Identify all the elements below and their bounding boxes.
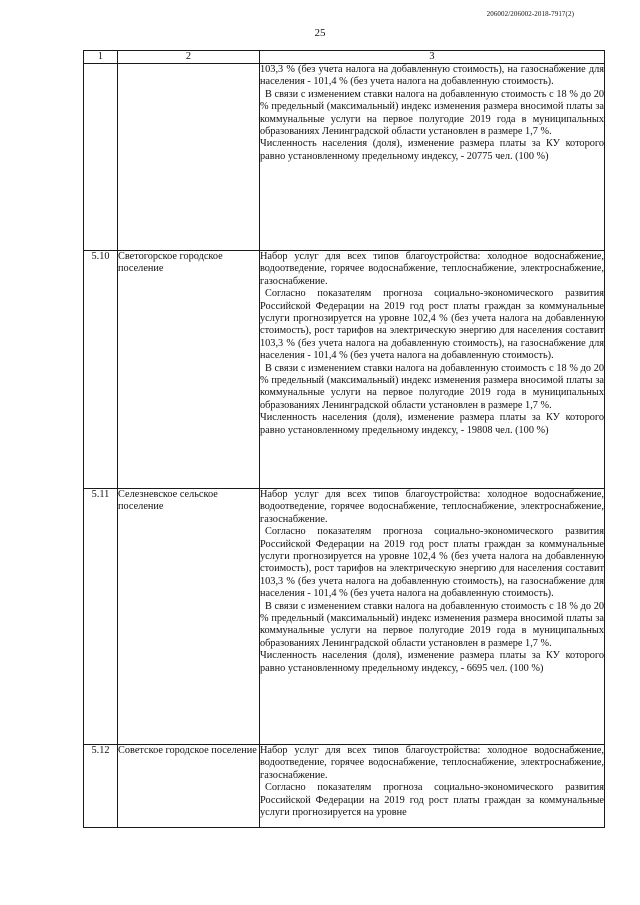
description-cell [260,251,605,489]
paragraph-forecast: Согласно показателям прогноза социально-экономического развития Российской Федерации на 2019 год рост платы граждан за коммунальные услуги прогнозируется на уровне 102,4 % (без учета налога на добавленную стоимость), рост тарифов на электрическую энергию для населения составит 103,3 % (без учета налога на добавленную стоимость), на газоснабжение для населения - 101,4 % (без учета налога на добавленную стоимость). [260,288,604,362]
paragraph-vat-change: В связи с изменением ставки налога на добавленную стоимость с 18 % до 20 % предельный (максимальный) индекс изменения размера вносимой платы за коммунальные услуги на первое полугодие 2019 года в муниципальных образованиях Ленинградской области установлен в размере 1,7 %. [260,88,604,138]
paragraph-services-set: Набор услуг для всех типов благоустройства: холодное водоснабжение, водоотведение, горячее водоснабжение, теплоснабжение, электроснабжение, газоснабжение. [260,489,604,525]
row-number [84,64,118,251]
paragraph-vat-change: В связи с изменением ставки налога на добавленную стоимость с 18 % до 20 % предельный (максимальный) индекс изменения размера вносимой платы за коммунальные услуги на первое полугодие 2019 года в муниципальных образованиях Ленинградской области установлен в размере 1,7 %. [260,362,604,411]
description-cell [260,489,605,745]
paragraph-services-set: Набор услуг для всех типов благоустройства: холодное водоснабжение, водоотведение, горячее водоснабжение, теплоснабжение, электроснабжение, газоснабжение. [260,251,604,287]
paragraph-population: Численность населения (доля), изменение размера платы за КУ которого равно установленному предельному индексу, - 20775 чел. (100 %) [260,138,604,162]
description-cell [260,745,605,828]
table-row [84,745,605,828]
page-number: 25 [314,27,326,39]
municipality-name [118,64,260,251]
paragraph-rates-continued: 103,3 % (без учета налога на добавленную стоимость), на газоснабжение для населения - 101,4 % (без учета налога на добавленную стоимость). [260,64,604,88]
paragraph-population: Численность населения (доля), изменение размера платы за КУ которого равно установленному предельному индексу, - 6695 чел. (100 %) [260,650,604,674]
paragraph-services-set: Набор услуг для всех типов благоустройства: холодное водоснабжение, водоотведение, горячее водоснабжение, теплоснабжение, электроснабжение, газоснабжение. [260,745,604,781]
table-row [84,64,605,251]
row-number: 5.10 [84,251,118,489]
table-header-row [84,51,605,64]
document-registration-code: 206002/206002-2018-7917(2) [486,10,574,18]
municipality-name: Селезневское сельское поселение [118,489,260,745]
table-row [84,251,605,489]
column-header-number: 1 [84,51,118,64]
municipality-name: Светогорское городское поселение [118,251,260,489]
paragraph-forecast: Согласно показателям прогноза социально-экономического развития Российской Федерации на 2019 год рост платы граждан за коммунальные услуги прогнозируется на уровне [260,782,604,819]
column-header-municipality: 2 [118,51,260,64]
row-number: 5.12 [84,745,118,828]
column-header-description: 3 [260,51,605,64]
paragraph-vat-change: В связи с изменением ставки налога на добавленную стоимость с 18 % до 20 % предельный (максимальный) индекс изменения размера вносимой платы за коммунальные услуги на первое полугодие 2019 года в муниципальных образованиях Ленинградской области установлен в размере 1,7 %. [260,600,604,649]
paragraph-forecast: Согласно показателям прогноза социально-экономического развития Российской Федерации на 2019 год рост платы граждан за коммунальные услуги прогнозируется на уровне 102,4 % (без учета налога на добавленную стоимость), рост тарифов на электрическую энергию для населения составит 103,3 % (без учета налога на добавленную стоимость), на газоснабжение для населения - 101,4 % (без учета налога на добавленную стоимость). [260,526,604,600]
table-row [84,489,605,745]
municipal-index-table [83,50,605,828]
paragraph-population: Численность населения (доля), изменение размера платы за КУ которого равно установленному предельному индексу, - 19808 чел. (100 %) [260,412,604,436]
row-number: 5.11 [84,489,118,745]
description-cell [260,64,605,251]
municipality-name: Советское городское поселение [118,745,260,828]
